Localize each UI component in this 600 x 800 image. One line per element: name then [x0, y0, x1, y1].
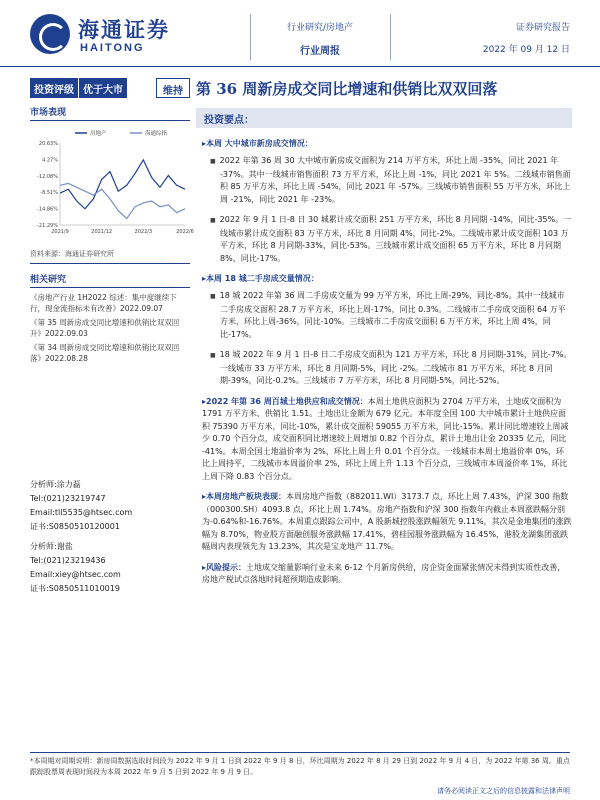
- rating-label: 投资评级: [30, 78, 78, 98]
- y-tick-label: -12.08%: [37, 173, 58, 180]
- report-type: 证券研究报告: [515, 23, 570, 33]
- y-tick-label: 20.63%: [38, 141, 58, 147]
- section-title: 风险提示：: [206, 562, 247, 572]
- x-tick-label: 2021/12: [91, 229, 113, 235]
- paragraph: ■ 2022 年 9 月 1 日-8 日 30 城累计成交面积 251 万平方米，环比 8 月同期 -14%，同比-35%。一线城市累计成交面积 83 万平方米，环比 8 月同期 4%，同比-2%。二线城市累计成交面积 103 万平方米，环比 8 月同期-33%，同比-53%。三线城市累计成交面积 65 万平方米，环比 8 月同期 8%，同比-17%。: [210, 214, 572, 265]
- left-sidebar: [30, 105, 194, 367]
- paragraph: ■ 2022 年第 36 周 30 大中城市新房成交面积为 214 万平方米，环比上周 -35%，同比 2021 年 -37%。其中一线城市销售面积 73 万平方米，环比上周 -1%，同比 2021 年 5%。二线城市销售面积 85 万平方米，环比上周 -54%，同比 2021 年 -57%。三线城市销售面积 55 万平方米，环比上周 -21%，同比 2021 年 -23%。: [210, 155, 572, 206]
- x-tick-label: 2022/6: [176, 229, 194, 235]
- logo-icon: [30, 14, 70, 54]
- section-title: ▸ 本周 大中城市新房成交情况：: [202, 138, 572, 149]
- paragraph: ■ 18 城 2022 年第 36 周二手房成交量为 99 万平方米，环比上周-29%，同比-8%。其中一线城市二手房成交面积 28.7 万平方米，环比上周-17%，同比 0.3%。二线城市二手房成交面积 64 万平方米，环比上周-36%，同比-10%。三线城市二手房成交面积 6 万平方米，环比上周 4%，同比-17%。: [210, 290, 572, 341]
- related-section-title: 相关研究: [30, 272, 190, 288]
- paragraph: 土地成交缩量影响行业未来 6-12 个月新房供给，房企资金面紧张情况未得到实质性改善，房地产税试点落地时间超预期造成影响。: [202, 562, 566, 584]
- market-chart: [30, 125, 194, 245]
- analyst-tel: Tel:(021)23219436: [30, 556, 106, 565]
- risk-section: [202, 562, 572, 587]
- analyst-cert: 证书:S0850511010019: [30, 584, 120, 593]
- disclaimer: 请务必阅读正文之后的信息披露和法律声明: [437, 787, 570, 795]
- y-tick-label: -14.86%: [37, 206, 58, 213]
- analyst-email[interactable]: Email:tll5535@htsec.com: [30, 508, 133, 517]
- report-category: 行业研究/房地产: [286, 23, 354, 33]
- rating-status: 维持: [156, 78, 190, 98]
- key-points-heading: 投资要点：: [196, 108, 572, 128]
- header-rule: [0, 66, 600, 67]
- paragraph: ■ 18 城 2022 年 9 月 1 日-8 日二手房成交面积为 121 万平方米，环比 8 月同期-31%，同比-7%。一线城市 33 万平方米，环比 8 月同期-5%，同比 -2%。二线城市 81 万平方米，环比 8 月同期-39%，同比-0.2%。三线城市 7 万平方米，环比 8 月同期-5%，同比-52%。: [210, 349, 572, 388]
- analyst-name: 分析师:涂力磊: [30, 480, 81, 489]
- y-tick-label: -8.51%: [40, 190, 58, 197]
- section-title: ▸ 本周 18 城二手房成交量情况：: [202, 273, 572, 284]
- series-line: [60, 160, 185, 209]
- chart-source: 资料来源：海通证券研究所: [30, 249, 190, 264]
- paragraph: 本周土地供应面积为 2704 万平方米，土地成交面积为 1791 万平方米，供销比 1.51。土地出让金额为 679 亿元。本年度全国 100 大中城市累计土地供应面积 75390 万平方米，同比-10%，累计成交面积 59055 万平方米，同比-15%。累计同比增速较上周减少 0.70 个百分点，成交面积同比增速较上周增加 0.82 个百分点，累计土地出让金 20335 亿元，同比 -41%。本周全国土地溢价率为 2%，环比上周上升 0.01 个百分点。一线城市本周土地溢价率 0%，环比上周持平，二线城市本周溢价率 2%，环比上周上升 1.13 个百分点，三线城市本周溢价率 1%，环比上周下降 0.83 个百分点。: [202, 396, 569, 481]
- analyst-name: 分析师:谢盐: [30, 542, 73, 551]
- report-header: [0, 0, 600, 70]
- analyst-tel: Tel:(021)23219747: [30, 494, 106, 503]
- y-tick-label: -21.29%: [37, 223, 58, 229]
- x-tick-label: 2022/3: [134, 229, 153, 235]
- footnote: *本周期对周期说明：新房周数据选取时间段为 2022 年 9 月 1 日到 2022 年 9 月 8 日，环比周期为 2022 年 8 月 29 日到 2022 年 9 月 4 日，为 2022 年第 36 周。重点跟踪股票周表现时间段为本周 2022 年 9 月 5 日到 2022 年 9 月 9 日。: [30, 752, 570, 778]
- analyst-email[interactable]: Email:xiey@htsec.com: [30, 570, 121, 579]
- section-title: 2022 年第 36 周百城土地供应和成交情况：: [206, 396, 368, 406]
- analyst-cert: 证书:S0850510120001: [30, 522, 120, 531]
- analyst-info: [30, 478, 190, 596]
- header-divider: [250, 14, 251, 60]
- report-title: 第 36 周新房成交同比增速和供销比双双回落: [196, 80, 498, 98]
- related-report[interactable]: 《第 34 周新房成交同比增速和供销比双双回落》2022.08.28: [30, 343, 180, 363]
- x-tick-label: 2021/9: [51, 229, 69, 235]
- market-chart-svg: [30, 125, 194, 245]
- report-date: 2022 年 09 月 12 日: [482, 45, 570, 55]
- land-section: [202, 396, 572, 484]
- legend-label: 海通综指: [145, 131, 168, 137]
- related-report[interactable]: 《房地产行业 1H2022 综述：集中度继续下行，现金流指标未有改善》2022.09.07: [30, 293, 177, 313]
- paragraph: 本周房地产指数（882011.WI）3173.7 点，环比上周 7.43%，沪深 300 指数（000300.SH）4093.8 点，环比上周 1.74%。房地产指数和沪深 300 指数年内截止本周涨跌幅分别为-0.64%和-16.76%。本周重点跟踪公司中，A 股新城控股涨跌幅领先 9.11%，其次是金地集团的涨跌幅为 8.70%，物业股方面融创服务涨跌幅 17.41%，碧桂园服务涨跌幅为 16.45%，港股龙湖集团涨跌幅周内表现领先为 13.23%，其次是宝龙地产 11.7%。: [202, 492, 572, 551]
- section-title: 本周房地产板块表现：: [206, 492, 287, 501]
- sector-section: [202, 491, 572, 554]
- investment-rating: [30, 78, 190, 98]
- market-section-title: 市场表现: [30, 105, 190, 121]
- report-kind: 行业周报: [300, 46, 340, 57]
- key-points: [196, 108, 572, 595]
- y-tick-label: 4.27%: [42, 157, 58, 164]
- company-logo: [30, 12, 190, 62]
- logo-en-text: HAITONG: [80, 42, 145, 54]
- rating-value: 优于大市: [78, 78, 127, 98]
- header-divider: [390, 14, 391, 60]
- logo-cn-text: 海通证券: [78, 17, 170, 42]
- related-report[interactable]: 《第 35 周新房成交同比增速和供销比双双回升》2022.09.03: [30, 318, 180, 338]
- legend-label: 房地产: [90, 131, 107, 137]
